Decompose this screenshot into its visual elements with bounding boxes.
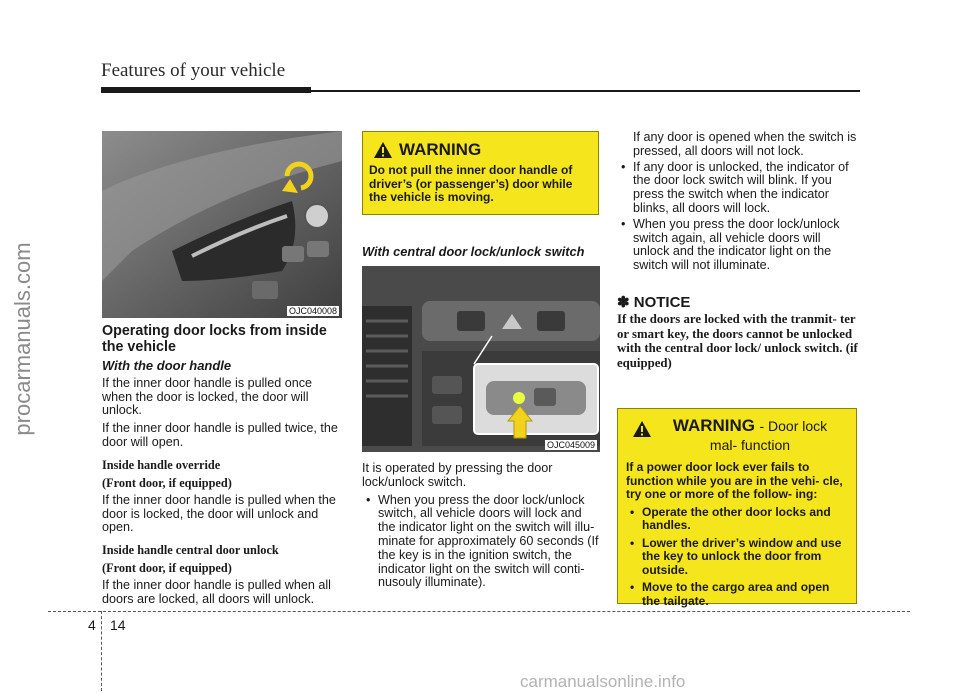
paragraph: If the inner door handle is pulled when the door is locked, the door will unlock and open. <box>102 492 336 535</box>
central-title: Inside handle central door unlock <box>102 543 279 558</box>
side-watermark: procarmanuals.com <box>10 242 35 436</box>
section-heading: Operating door locks from inside the vehicle <box>102 323 327 355</box>
right-column <box>617 131 857 275</box>
bullet-item: • When you press the door lock/unlock switch again, all vehicle doors will unlock and the indicator light on the switch will not illuminate. <box>617 218 857 273</box>
header-rule-thin <box>311 90 860 92</box>
bullet-item: • If any door is unlocked, the indicator of the door lock switch will blink. If you press the switch when the indicator blinks, all doors will lock. <box>617 161 857 216</box>
central-switch-photo <box>362 266 600 452</box>
door-handle-photo <box>102 131 342 318</box>
door-handle-illustration <box>102 131 342 318</box>
continued-text: If any door is opened when the switch is pressed, all doors will not lock. <box>633 130 857 158</box>
page-number: 14 <box>110 617 126 633</box>
warning-triangle-icon <box>632 420 652 438</box>
central-title-sub: (Front door, if equipped) <box>102 561 232 576</box>
photo-code: OJC040008 <box>288 306 337 316</box>
warning-title: WARNING <box>399 140 482 159</box>
warning-item: • Lower the driver’s window and use the key to unlock the door from outside. <box>626 537 848 578</box>
bottom-watermark: carmanualsonline.info <box>520 672 686 691</box>
warning-box <box>362 131 599 215</box>
photo-code: OJC045009 <box>546 440 595 450</box>
paragraph: If the inner door handle is pulled twice, the door will open. <box>102 421 338 449</box>
dashboard-illustration <box>362 266 600 452</box>
footer-dashed-divider <box>101 611 102 691</box>
subsection-heading: With the door handle <box>102 358 232 373</box>
warning-title: WARNING <box>672 416 756 435</box>
warning-text: If a power door lock ever fails to function while you are in the vehi- cle, try one or more of the follow- ing: <box>626 460 843 501</box>
warning-triangle-icon <box>373 141 393 159</box>
override-title-sub: (Front door, if equipped) <box>102 475 232 490</box>
paragraph: If the inner door handle is pulled once when the door is locked, the door will unlock. <box>102 375 313 418</box>
left-column <box>102 324 342 611</box>
warning-box-door-lock <box>617 408 857 608</box>
header-rule-thick <box>101 87 311 93</box>
chapter-number: 4 <box>88 617 96 633</box>
warning-subtitle: - Door lock mal- function <box>709 418 828 453</box>
page-header-title: Features of your vehicle <box>101 60 286 81</box>
warning-item: • Move to the cargo area and open the tailgate. <box>626 581 848 608</box>
paragraph: It is operated by pressing the door lock/unlock switch. <box>362 461 553 489</box>
warning-item: • Operate the other door locks and handles. <box>626 506 848 533</box>
footer-dashed-rule <box>48 611 910 612</box>
middle-column <box>362 462 600 592</box>
subsection-heading: With central door lock/unlock switch <box>362 244 585 259</box>
bullet-item: • When you press the door lock/unlock switch, all vehicle doors will lock and the indicator light on the switch will illu- minate for approximately 60 seconds (If the key is in the ignition switch, the indicator light on the switch will conti- nusouly illuminate). <box>362 494 600 591</box>
override-title: Inside handle override <box>102 457 221 472</box>
notice-title: ✽ NOTICE <box>617 294 691 311</box>
notice-text: If the doors are locked with the tranmit- ter or smart key, the doors cannot be unlocked with the central door lock/ unlock switch. (if equipped) <box>617 312 858 370</box>
paragraph: If the inner door handle is pulled when all doors are locked, all doors will unlock. <box>102 578 331 606</box>
warning-text: Do not pull the inner door handle of driver’s (or passenger’s) door while the vehicle is moving. <box>369 163 573 204</box>
